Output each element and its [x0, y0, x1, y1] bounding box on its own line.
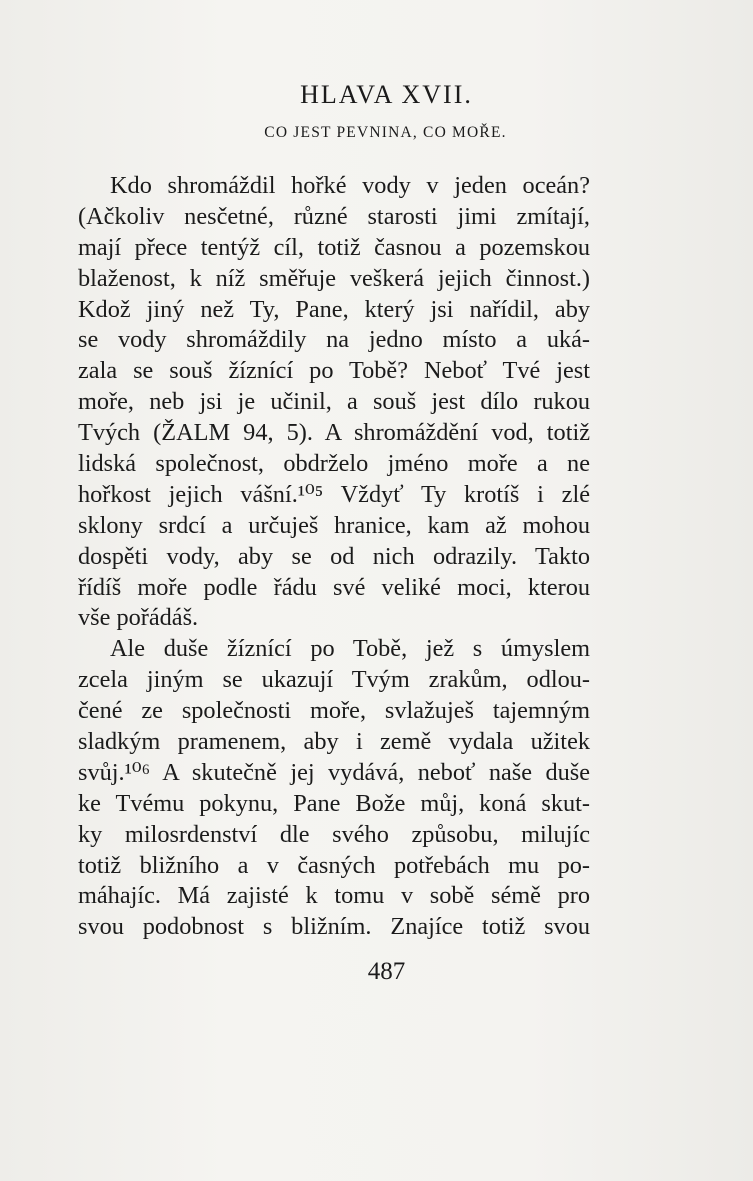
- text-line: máhajíc. Má zajisté k tomu v sobě sémě pro: [78, 882, 590, 910]
- text-line: totiž bližního a v časných potřebách mu po-: [78, 851, 590, 879]
- text-line: lidská společnost, obdrželo jméno moře a ne: [78, 450, 590, 478]
- chapter-subtitle: CO JEST PEVNINA, CO MOŘE.: [264, 124, 507, 141]
- page-number: 487: [367, 958, 406, 985]
- text-line: čené ze společnosti moře, svlažuješ tajemným: [78, 697, 590, 725]
- text-line: ky milosrdenství dle svého způsobu, milujíc: [78, 820, 590, 848]
- text-line: Kdož jiný než Ty, Pane, který jsi nařídil, aby: [78, 295, 590, 323]
- text-line: dospěti vody, aby se od nich odrazily. Takto: [78, 542, 590, 570]
- text-line: Kdo shromáždil hořké vody v jeden oceán?: [110, 172, 590, 199]
- text-line: zala se souš žíznící po Tobě? Neboť Tvé jest: [78, 357, 590, 385]
- text-line: sklony srdcí a určuješ hranice, kam až mohou: [78, 511, 590, 539]
- text-line: ke Tvému pokynu, Pane Bože můj, koná skut-: [78, 789, 590, 817]
- body-text: [78, 171, 590, 943]
- text-line: zcela jiným se ukazují Tvým zrakům, odlou-: [78, 666, 590, 694]
- chapter-title: HLAVA XVII.: [300, 80, 473, 109]
- text-line: Tvých (ŽALM 94, 5). A shromáždění vod, totiž: [78, 419, 590, 447]
- text-line: mají přece tentýž cíl, totiž časnou a pozemskou: [78, 233, 590, 261]
- text-line: (Ačkoliv nesčetné, různé starosti jimi zmítají,: [78, 202, 590, 230]
- text-line: řídíš moře podle řádu své veliké moci, kterou: [78, 573, 590, 601]
- text-line: moře, neb jsi je učinil, a souš jest dílo rukou: [78, 388, 590, 416]
- text-line: se vody shromáždily na jedno místo a uká-: [78, 326, 590, 354]
- text-line: blaženost, k níž směřuje veškerá jejich činnost.): [78, 264, 590, 292]
- text-line: hořkost jejich vášní.¹⁰⁵ Vždyť Ty krotíš i zlé: [78, 480, 590, 508]
- text-line: svou podobnost s bližním. Znajíce totiž svou: [78, 913, 590, 941]
- text-line: svůj.¹⁰⁶ A skutečně jej vydává, neboť naše duše: [78, 758, 590, 786]
- text-line: vše pořádáš.: [78, 604, 199, 632]
- text-line: Ale duše žíznící po Tobě, jež s úmyslem: [110, 635, 590, 663]
- text-line: sladkým pramenem, aby i země vydala užitek: [78, 728, 590, 756]
